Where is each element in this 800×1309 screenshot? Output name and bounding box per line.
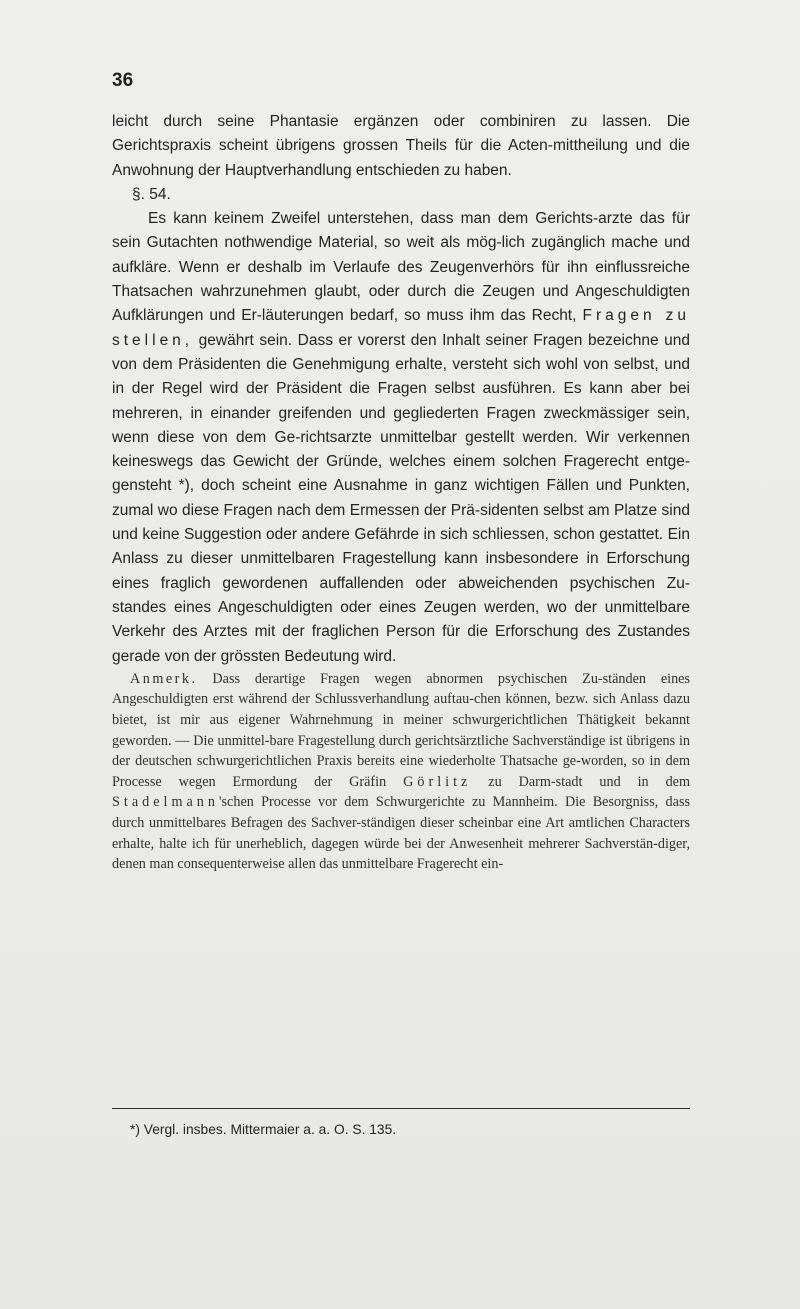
paragraph-text-part-2: gewährt sein. Dass er vorerst den Inhalt seiner Fragen bezeichne und von dem Präsidenten die Genehmigung erhalte, versteht sich wohl von selbst, und in der Regel wird der Präsident die Fragen selbst ausführen. Es kann aber bei mehreren, in einander greifenden und gegliederten Fragen zweckmässiger sein, wenn diese von dem Ge-richtsarzte unmittelbar gestellt werden. Wir verkennen keineswegs das Gewicht der Gründe, welches einem solchen Fragerecht entge-gensteht *), doch scheint eine Ausnahme in ganz wichtigen Fällen und Punkten, zumal wo diese Fragen nach dem Ermessen der Prä-sidenten selbst am Platze sind und keine Suggestion oder andere Gefährde in sich schliessen, schon gestattet. Ein Anlass zu dieser unmittelbaren Fragestellung kann insbesondere in Erforschung eines fraglich gewordenen auffallenden oder abweichenden psychischen Zu-standes eines Angeschuldigten oder eines Zeugen werden, wo der unmittelbare Verkehr des Arztes mit der fraglichen Person für die Erforschung des Zustandes gerade von der grössten Bedeutung wird. <box>112 331 691 665</box>
note-label: Anmerk. <box>130 670 198 687</box>
note-name-stadelmann: Stadelmann <box>112 794 219 811</box>
note-text-part-2: zu Darm-stadt und in dem <box>488 773 691 790</box>
annotation-note <box>112 669 690 875</box>
section-heading: §. 54. <box>132 185 171 203</box>
note-text-part-3: 'schen Processe vor dem Schwurgerichte zu Mannheim. Die Besorgniss, dass durch unmittelbares Befragen des Sachver-ständigen dieser scheinbar eine Art amtlichen Characters erhalte, halte ich für unerheblich, dagegen würde bei der Anwesenheit mehrerer Sachverstän-diger, denen man consequenterweise allen das unmittelbare Fragerecht ein- <box>112 794 690 873</box>
footnote: *) Vergl. insbes. Mittermaier a. a. O. S. 135. <box>130 1122 397 1137</box>
paragraph-text-part-1: Es kann keinem Zweifel unterstehen, dass man dem Gerichts-arzte das für sein Gutachten nothwendige Material, so weit als mög-lich zugänglich mache und aufkläre. Wenn er deshalb im Verlaufe des Zeugenverhörs für ihn einflussreiche Thatsachen wahrzunehmen glaubt, oder durch die Zeugen und Angeschuldigten Aufklärungen und Er-läuterungen bedarf, so muss ihm das Recht, <box>112 210 690 325</box>
paragraph-section-54 <box>112 207 690 669</box>
main-text <box>112 110 690 875</box>
emphasized-phrase: Fragen zu stellen, <box>112 307 690 349</box>
footnote-divider <box>112 1108 690 1109</box>
page-number: 36 <box>112 70 134 91</box>
note-name-goerlitz: Görlitz <box>403 773 472 790</box>
note-text-part-1: Dass derartige Fragen wegen abnormen psychischen Zu-ständen eines Angeschuldigten erst während der Schlussverhandlung auftau-chen können, bezw. sich Anlass dazu bietet, ist mir aus eigener Wahrnehmung in meiner schwurgerichtlichen Thätigkeit bekannt geworden. — Die unmittel-bare Fragestellung durch gerichtsärztliche Sachverständige ist übrigens in der deutschen schwurgerichtlichen Praxis bereits eine wiederholte Thatsache ge-worden, so in dem Processe wegen Ermordung der Gräfin <box>112 670 691 790</box>
paragraph-continuation: leicht durch seine Phantasie ergänzen oder combiniren zu lassen. Die Gerichtspraxis scheint übrigens grossen Theils für die Acten-mittheilung und die Anwohnung der Hauptverhandlung entschieden zu haben. <box>112 113 690 179</box>
